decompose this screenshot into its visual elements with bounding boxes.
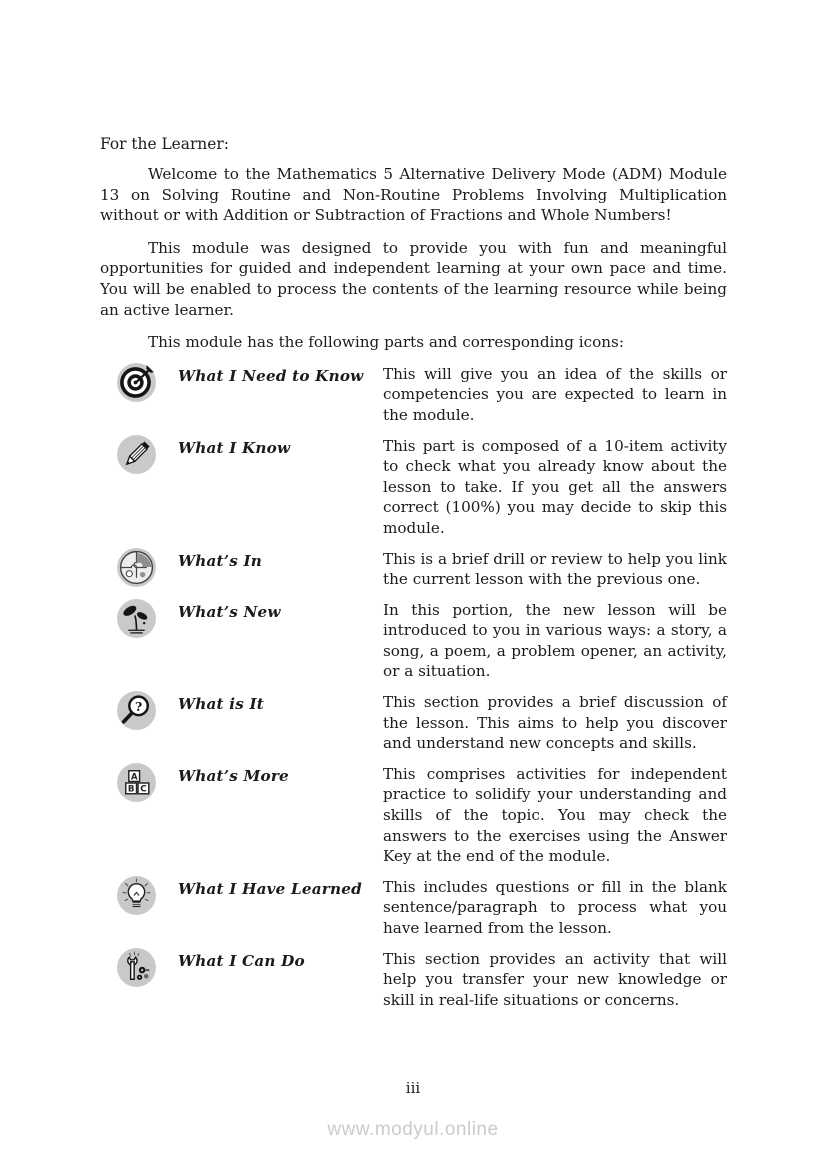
module-part-row — [100, 364, 727, 426]
magnifier-question-icon — [116, 690, 157, 731]
part-description: This section provides an activity that will help you transfer your new knowledge or skill in real-life situations or concerns. — [383, 949, 727, 1009]
part-icon-cell — [100, 692, 178, 754]
part-label: What I Have Learned — [178, 879, 362, 898]
part-label: What’s In — [178, 551, 263, 570]
part-icon-cell — [100, 600, 178, 682]
watermark: www.modyul.online — [327, 1119, 499, 1140]
part-description: This includes questions or fill in the blank sentence/paragraph to process what you have learned from the lesson. — [383, 877, 727, 937]
pencil-icon — [116, 434, 157, 475]
part-icon-cell — [100, 364, 178, 426]
page-content — [100, 134, 727, 1020]
part-icon-cell — [100, 549, 178, 590]
module-part-row — [100, 877, 727, 939]
intro-paragraph: Welcome to the Mathematics 5 Alternative Delivery Mode (ADM) Module 13 on Solving Routine and Non-Routine Problems Involving Multiplication without or with Addition or Subtraction of Fractions and Whole Numbers! — [100, 165, 727, 225]
target-icon — [116, 362, 157, 403]
part-icon-cell — [100, 877, 178, 939]
part-label: What I Know — [178, 438, 291, 457]
puzzle-icon — [116, 547, 157, 588]
tools-icon — [116, 947, 157, 988]
part-description: This is a brief drill or review to help you link the current lesson with the previous one. — [383, 549, 727, 589]
part-label: What I Can Do — [178, 951, 305, 970]
page-heading: For the Learner: — [100, 135, 229, 153]
svg-text:B: B — [127, 784, 135, 795]
part-icon-cell — [100, 436, 178, 539]
lightbulb-icon — [116, 875, 157, 916]
part-description: This part is composed of a 10-item activity to check what you already know about the lesson to take. If you get all the answers correct (100%) you may decide to skip this module. — [383, 436, 727, 537]
part-description: This comprises activities for independent practice to solidify your understanding and skills of the topic. You may check the answers to the exercises using the Answer Key at the end of the module. — [383, 764, 727, 866]
module-part-row — [100, 436, 727, 539]
svg-text:?: ? — [134, 699, 143, 715]
design-paragraph: This module was designed to provide you with fun and meaningful opportunities for guided and independent learning at your own pace and time. You will be enabled to process the contents of the learning resource while being an active learner. — [100, 238, 727, 319]
seedling-icon — [116, 598, 157, 639]
part-label: What I Need to Know — [178, 366, 364, 385]
module-part-row — [100, 600, 727, 682]
module-part-row — [100, 692, 727, 754]
part-icon-cell — [100, 949, 178, 1011]
part-label: What’s More — [178, 766, 289, 785]
part-description: This will give you an idea of the skills or competencies you are expected to learn in the module. — [383, 364, 727, 424]
svg-text:A: A — [130, 772, 138, 783]
abc-blocks-icon — [116, 762, 157, 803]
parts-intro-paragraph: This module has the following parts and corresponding icons: — [148, 333, 624, 352]
part-label: What is It — [178, 695, 264, 714]
part-description: In this portion, the new lesson will be introduced to you in various ways: a story, a song, a poem, a problem opener, an activity, or a situation. — [383, 600, 727, 681]
module-parts-list — [100, 364, 727, 1011]
svg-text:C: C — [140, 784, 147, 795]
part-label: What’s New — [178, 602, 281, 621]
module-part-row — [100, 549, 727, 590]
part-icon-cell — [100, 764, 178, 867]
part-description: This section provides a brief discussion of the lesson. This aims to help you discover and understand new concepts and skills. — [383, 693, 727, 753]
page-number: iii — [405, 1079, 421, 1097]
module-part-row — [100, 949, 727, 1011]
module-part-row — [100, 764, 727, 867]
